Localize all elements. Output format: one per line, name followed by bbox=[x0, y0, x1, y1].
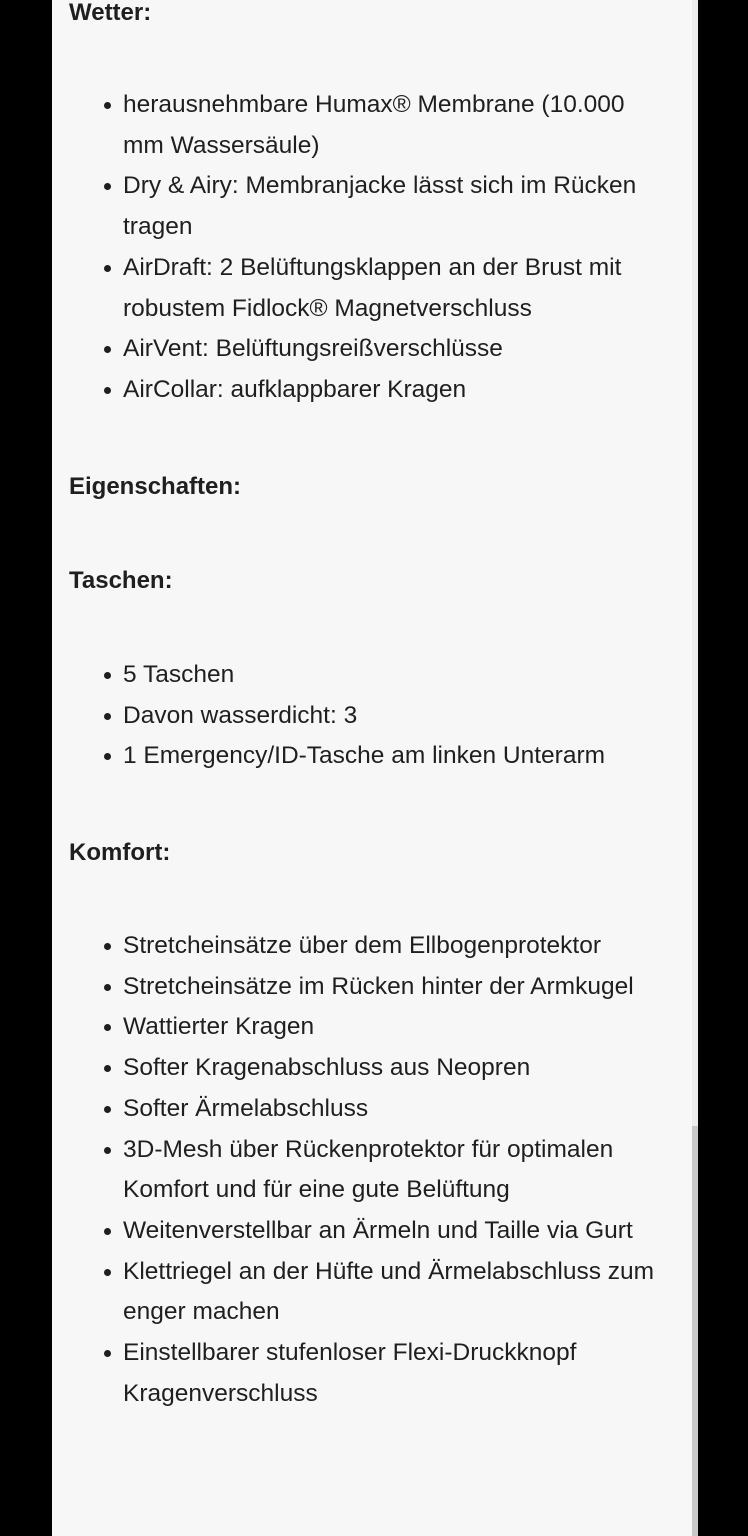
list-item: Wattierter Kragen bbox=[123, 1007, 663, 1048]
section-heading-komfort: Komfort: bbox=[69, 839, 171, 866]
list-item: Softer Ärmelabschluss bbox=[123, 1089, 663, 1130]
scrollbar-thumb[interactable] bbox=[692, 1126, 698, 1536]
list-item: 5 Taschen bbox=[123, 655, 663, 696]
list-item: Klettriegel an der Hüfte und Ärmelabschluss zum enger machen bbox=[123, 1252, 663, 1333]
list-item: Dry & Airy: Membranjacke lässt sich im Rücken tragen bbox=[123, 166, 663, 247]
list-item: Weitenverstellbar an Ärmeln und Taille via Gurt bbox=[123, 1211, 663, 1252]
list-item: AirVent: Belüftungsreißverschlüsse bbox=[123, 329, 663, 370]
section-heading-wetter: Wetter: bbox=[69, 0, 152, 26]
section-heading-taschen: Taschen: bbox=[69, 567, 173, 594]
list-item: AirDraft: 2 Belüftungsklappen an der Brust mit robustem Fidlock® Magnetverschluss bbox=[123, 248, 663, 329]
list-item: 3D-Mesh über Rückenprotektor für optimalen Komfort und für eine gute Belüftung bbox=[123, 1130, 663, 1211]
komfort-list bbox=[52, 926, 663, 1414]
list-item: Einstellbarer stufenloser Flexi-Druckknopf Kragenverschluss bbox=[123, 1333, 663, 1414]
list-item: AirCollar: aufklappbarer Kragen bbox=[123, 370, 663, 411]
list-item: Stretcheinsätze im Rücken hinter der Armkugel bbox=[123, 967, 663, 1008]
taschen-list bbox=[52, 655, 663, 777]
product-description-page bbox=[52, 0, 698, 1536]
list-item: Davon wasserdicht: 3 bbox=[123, 696, 663, 737]
scrollbar-track[interactable] bbox=[692, 0, 698, 1536]
wetter-list bbox=[52, 85, 663, 411]
section-heading-eigenschaften: Eigenschaften: bbox=[69, 473, 242, 500]
list-item: Softer Kragenabschluss aus Neopren bbox=[123, 1048, 663, 1089]
list-item: herausnehmbare Humax® Membrane (10.000 mm Wassersäule) bbox=[123, 85, 663, 166]
list-item: Stretcheinsätze über dem Ellbogenprotektor bbox=[123, 926, 663, 967]
list-item: 1 Emergency/ID-Tasche am linken Unterarm bbox=[123, 736, 663, 777]
